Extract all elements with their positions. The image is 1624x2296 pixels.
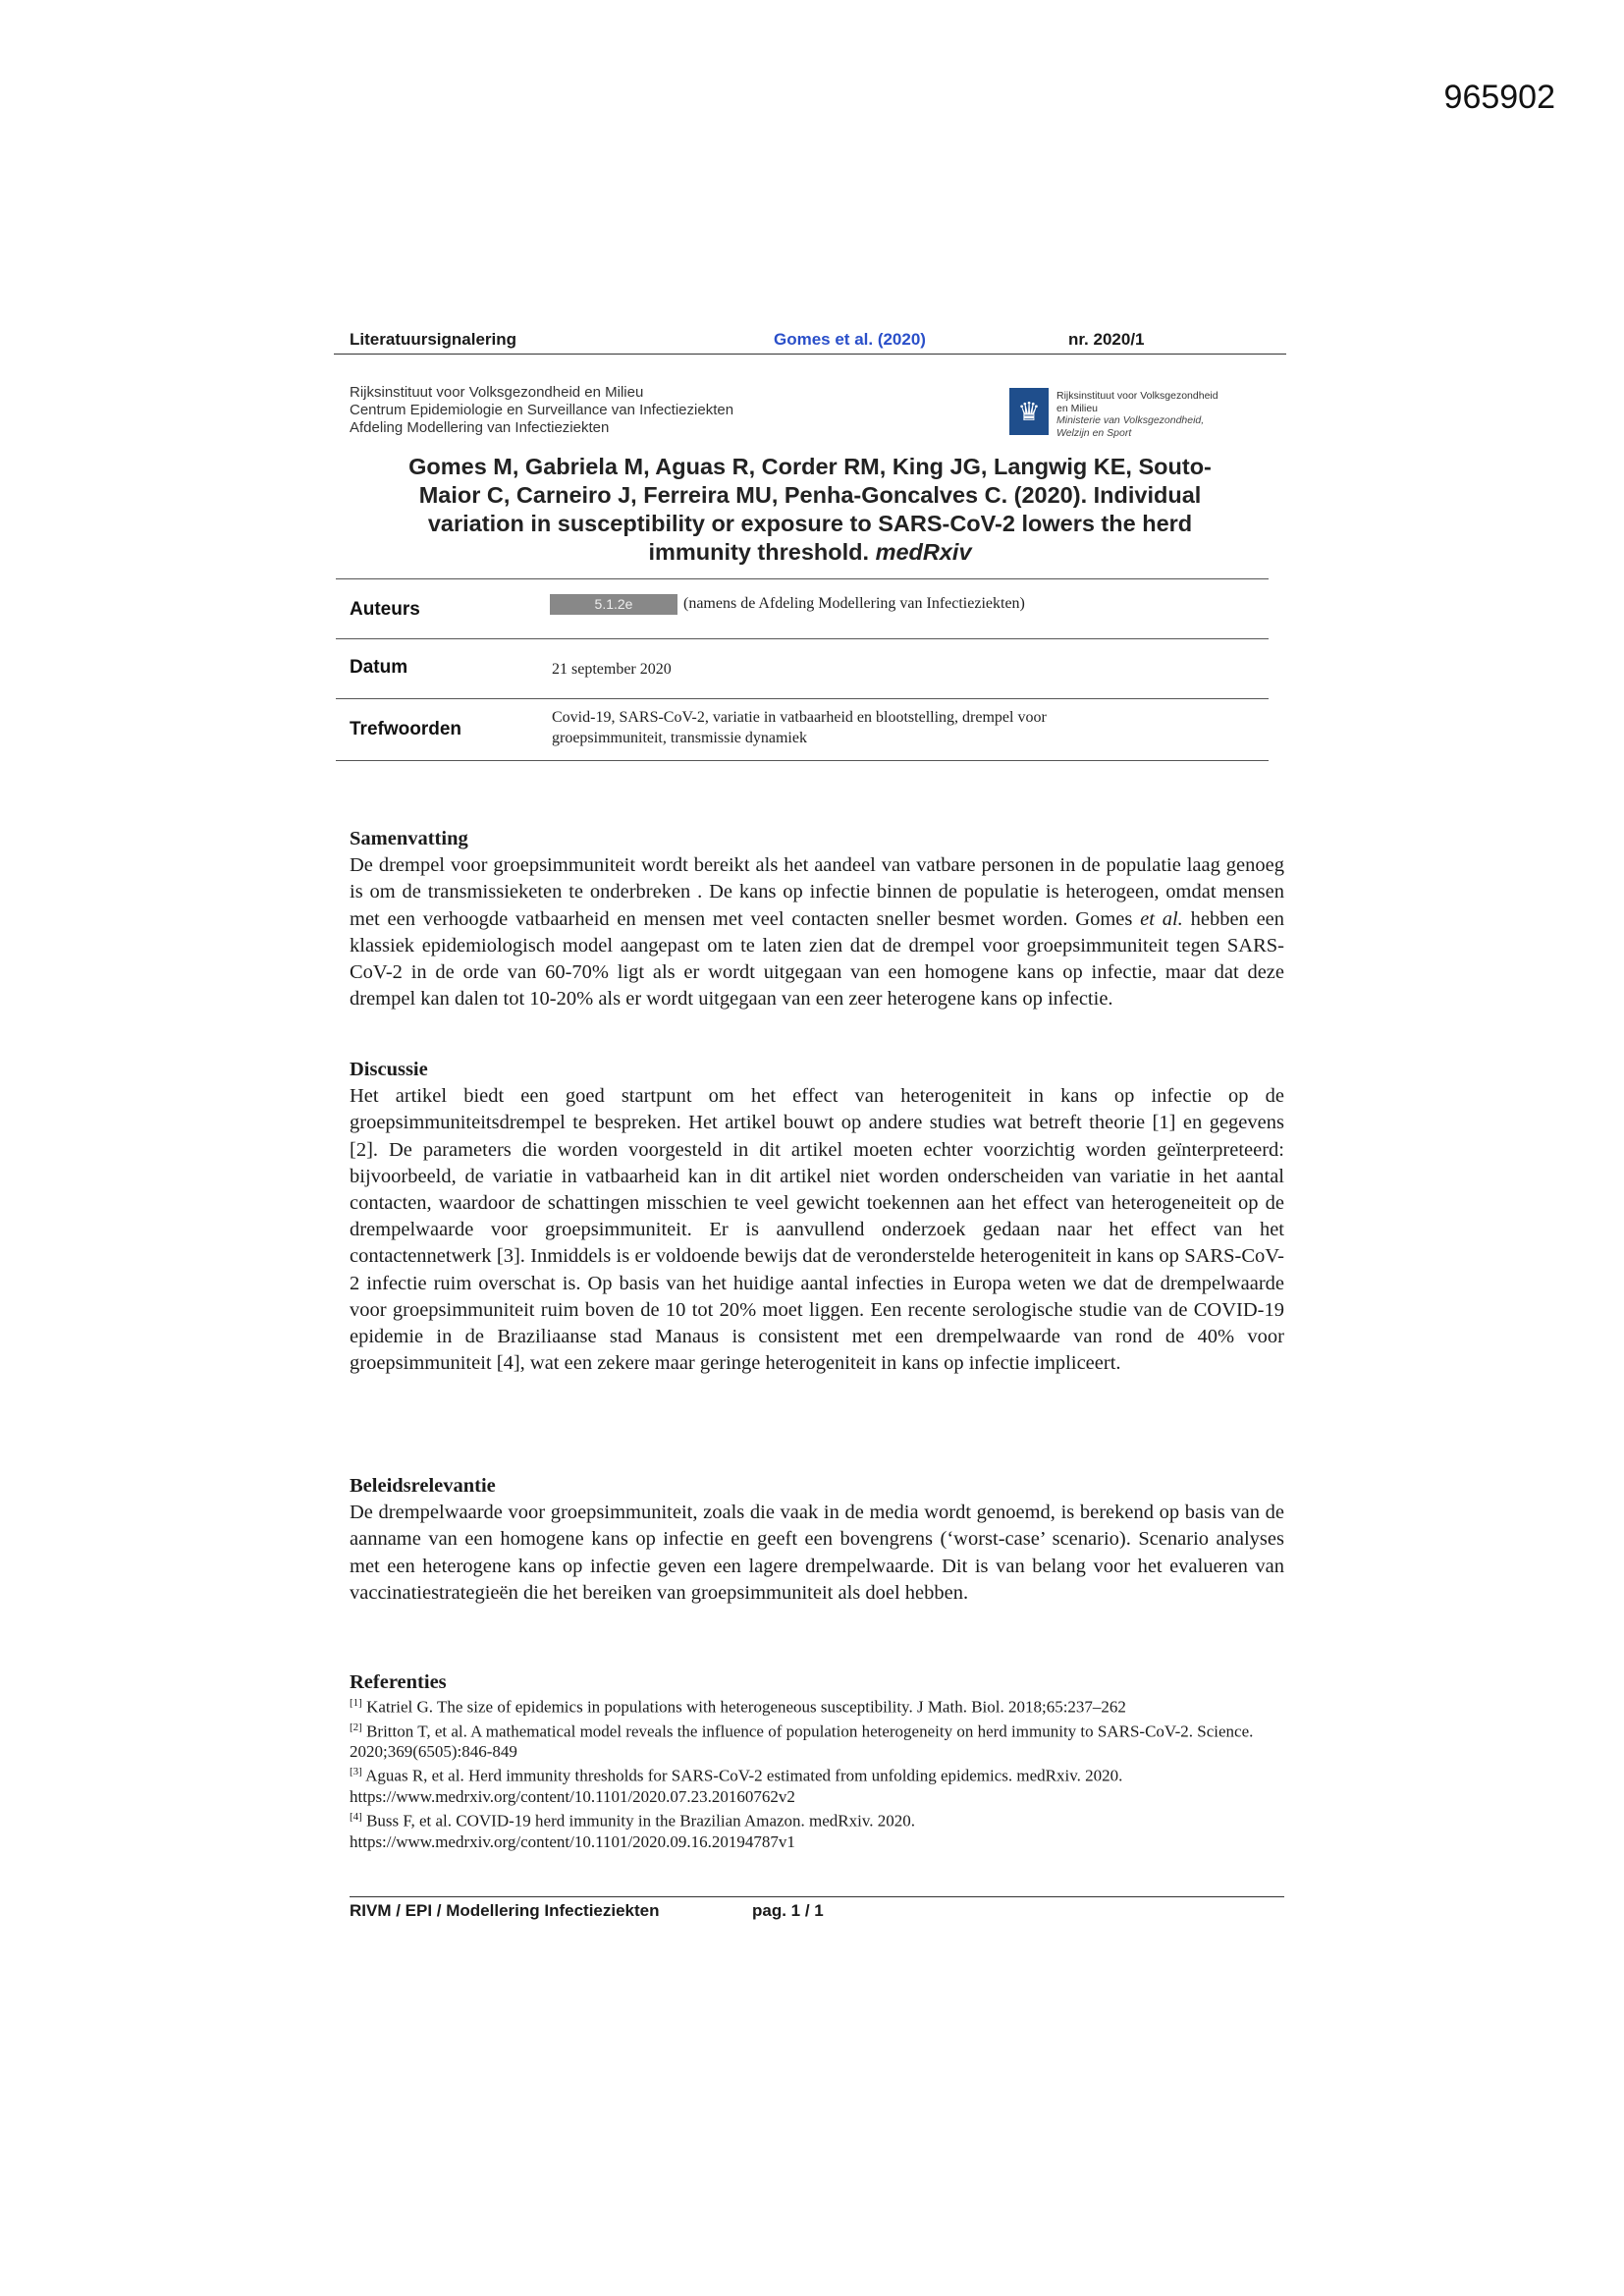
institution-block (334, 355, 1286, 453)
reference-item (350, 1718, 1284, 1763)
authors-value: (namens de Afdeling Modellering van Infectieziekten) (683, 595, 1025, 612)
title-journal: medRxiv (875, 539, 972, 565)
header-series: Literatuursignalering (350, 330, 517, 349)
summary-text: hebben een klassiek epidemiologisch model aangepast om te laten zien dat de drempel voor groepsimmuniteit tegen SARS-CoV-2 in de orde van 60-70% ligt als er wordt uitgegaan van een homogene kans op infectie, maar dat deze drempel kan dalen tot 10-20% als er wordt uitgegaan van een zeer heterogene kans op infectie. (350, 907, 1285, 1011)
footer-page-number: pag. 1 / 1 (752, 1901, 824, 1920)
rivm-logo (1009, 388, 1274, 437)
references-heading: Referenties (350, 1671, 447, 1693)
summary-heading: Samenvatting (350, 828, 468, 849)
footer-department: RIVM / EPI / Modellering Infectieziekten (350, 1901, 660, 1920)
document-page (334, 324, 1286, 1851)
keywords-line: groepsimmuniteit, transmissie dynamiek (552, 730, 807, 746)
page-footer (350, 1896, 1284, 1920)
page-header (334, 324, 1286, 355)
logo-line: en Milieu (1056, 402, 1099, 414)
keywords-label: Trefwoorden (350, 719, 462, 739)
document-id: 965902 (1443, 79, 1555, 116)
summary-section (350, 826, 1284, 1012)
reference-text: Britton T, et al. A mathematical model reveals the influence of population heterogeneity on herd immunity to SARS-CoV-2. Science. 2020;369(6505):846-849 (350, 1722, 1254, 1762)
reference-text: Katriel G. The size of epidemics in populations with heterogeneous susceptibility. J Math. Biol. 2018;65:237–262 (366, 1697, 1126, 1717)
references-section (350, 1672, 1284, 1852)
date-row (336, 638, 1269, 698)
authors-label: Auteurs (350, 599, 420, 620)
institution-line: Rijksinstituut voor Volksgezondheid en Milieu (350, 384, 644, 401)
title-line: immunity threshold. (648, 539, 870, 565)
header-citation: Gomes et al. (2020) (774, 330, 926, 349)
logo-line: Welzijn en Sport (1056, 426, 1132, 439)
crest-icon: ♛ (1009, 388, 1049, 435)
reference-number: [1] (350, 1697, 362, 1709)
discussion-section (350, 1057, 1284, 1377)
title-line: Maior C, Carneiro J, Ferreira MU, Penha-Goncalves C. (2020). Individual (418, 482, 1202, 508)
logo-line: Ministerie van Volksgezondheid, (1056, 414, 1205, 426)
keywords-row (336, 698, 1269, 761)
summary-text: De drempel voor groepsimmuniteit wordt bereikt als het aandeel van vatbare personen in de populatie laag genoeg is om de transmissieketen te onderbreken . De kans op infectie binnen de populatie is heterogeen, omdat mensen met een verhoogde vatbaarheid en mensen met veel contacten sneller besmet worden. Gomes (350, 854, 1284, 930)
policy-section (350, 1473, 1284, 1607)
date-value: 21 september 2020 (552, 661, 672, 678)
reference-item (350, 1807, 1284, 1852)
keywords-line: Covid-19, SARS-CoV-2, variatie in vatbaarheid en blootstelling, drempel voor (552, 709, 1047, 726)
reference-text: Buss F, et al. COVID-19 herd immunity in the Brazilian Amazon. medRxiv. 2020. https://www.medrxiv.org/content/10.1101/2020.09.16.20194787v1 (350, 1811, 916, 1851)
discussion-heading: Discussie (350, 1059, 428, 1080)
title-line: Gomes M, Gabriela M, Aguas R, Corder RM, King JG, Langwig KE, Souto- (408, 454, 1212, 479)
policy-text: De drempelwaarde voor groepsimmuniteit, zoals die vaak in de media wordt genoemd, is berekend op basis van de aanname van een homogene kans op infectie en geeft een bovengrens (‘worst-case’ scenario). Scenario analyses met een heterogene kans op infectie geven een lagere drempelwaarde. Dit is van belang voor het evalueren van vaccinatiestrategieën die het bereiken van groepsimmuniteit als doel hebben. (350, 1502, 1284, 1604)
logo-line: Rijksinstituut voor Volksgezondheid (1056, 390, 1218, 402)
policy-heading: Beleidsrelevantie (350, 1475, 496, 1497)
reference-item (350, 1693, 1284, 1718)
reference-text: Aguas R, et al. Herd immunity thresholds for SARS-CoV-2 estimated from unfolding epidemics. medRxiv. 2020. https://www.medrxiv.org/content/10.1101/2020.07.23.20160762v2 (350, 1766, 1123, 1806)
title-line: variation in susceptibility or exposure to SARS-CoV-2 lowers the herd (427, 511, 1193, 536)
institution-line: Afdeling Modellering van Infectieziekten (350, 419, 610, 436)
article-title (368, 453, 1252, 567)
reference-number: [4] (350, 1810, 362, 1823)
authors-row (336, 578, 1269, 638)
institution-line: Centrum Epidemiologie en Surveillance van Infectieziekten (350, 402, 734, 418)
reference-item (350, 1762, 1284, 1807)
metadata-table (336, 578, 1269, 761)
reference-number: [2] (350, 1721, 362, 1733)
header-number: nr. 2020/1 (1068, 330, 1145, 349)
date-label: Datum (350, 657, 408, 678)
discussion-text: Het artikel biedt een goed startpunt om het effect van heterogeniteit in kans op infectie op de groepsimmuniteitsdrempel te bespreken. Het artikel bouwt op andere studies wat betreft theorie [1] en gegevens [2]. De parameters die worden voorgesteld in dit artikel moeten echter voorzichtig worden geïnterpreteerd: bijvoorbeeld, de variatie in vatbaarheid kan in dit artikel niet worden onderscheiden van variatie in het aantal contacten, waardoor de schattingen misschien te veel gewicht toekennen aan het effect van heterogeneiteit op de drempelwaarde voor groepsimmuniteit. Er is aanvullend onderzoek gedaan naar het effect van het contactennetwerk [3]. Inmiddels is er voldoende bewijs dat de veronderstelde heterogeniteit in kans op SARS-CoV-2 infectie ruim overschat is. Op basis van het huidige aantal infecties in Europa weten we dat de drempelwaarde voor groepsimmuniteit ruim boven de 10 tot 20% moet liggen. Een recente serologische studie van de COVID-19 epidemie in de Braziliaanse stad Manaus is consistent met een drempelwaarde van rond de 40% voor groepsimmuniteit [4], wat een zekere maar geringe heterogeniteit in kans op infectie impliceert. (350, 1085, 1284, 1375)
summary-italic: et al. (1140, 907, 1183, 930)
reference-number: [3] (350, 1766, 362, 1778)
redaction-box: 5.1.2e (550, 594, 677, 615)
